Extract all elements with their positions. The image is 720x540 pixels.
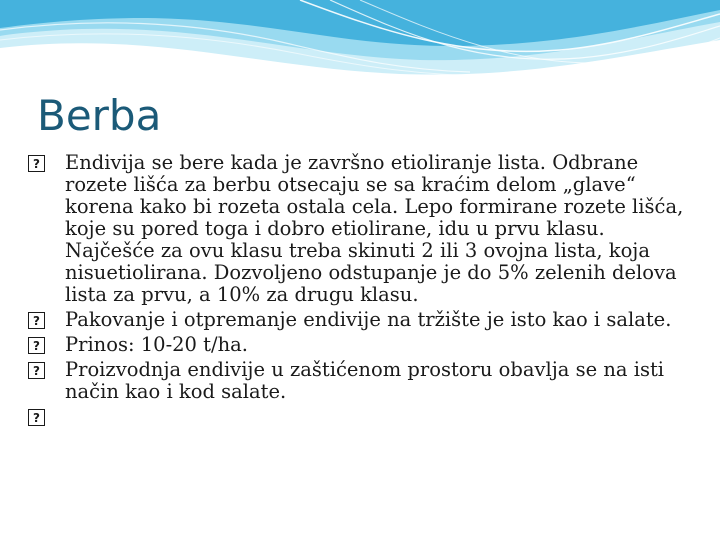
bullet-item-yield <box>28 334 688 356</box>
missing-glyph-icon <box>28 409 45 426</box>
slide-title: Berba <box>37 91 162 140</box>
bullet-text: Prinos: 10-20 t/ha. <box>65 333 248 356</box>
missing-glyph-icon <box>28 362 45 379</box>
bullet-text: Endivija se bere kada je završno etioliranje lista. Odbrane rozete lišća za berbu otsecaju se sa kraćim delom „glave“ korena kako bi rozeta ostala cela. Lepo formirane rozete lišća, koje su pored toga i dobro etiolirane, idu u prvu klasu. Najčešće za ovu klasu treba skinuti 2 ili 3 ovojna lista, koja nisuetiolirana. Dozvoljeno odstupanje je do 5% zelenih delova lista za prvu, a 10% za drugu klasu. <box>65 151 684 306</box>
bullet-item-greenhouse <box>28 359 688 403</box>
missing-glyph-icon <box>28 312 45 329</box>
bullet-item-packing <box>28 309 688 331</box>
bullet-item-harvest <box>28 152 688 306</box>
missing-glyph-icon <box>28 337 45 354</box>
missing-glyph-icon <box>28 155 45 172</box>
bullet-text: Proizvodnja endivije u zaštićenom prostoru obavlja se na isti način kao i kod salate. <box>65 358 665 403</box>
bullet-text: Pakovanje i otpremanje endivije na tržište je isto kao i salate. <box>65 308 672 331</box>
bullet-list <box>28 152 688 406</box>
header-wave-decoration <box>0 0 720 80</box>
